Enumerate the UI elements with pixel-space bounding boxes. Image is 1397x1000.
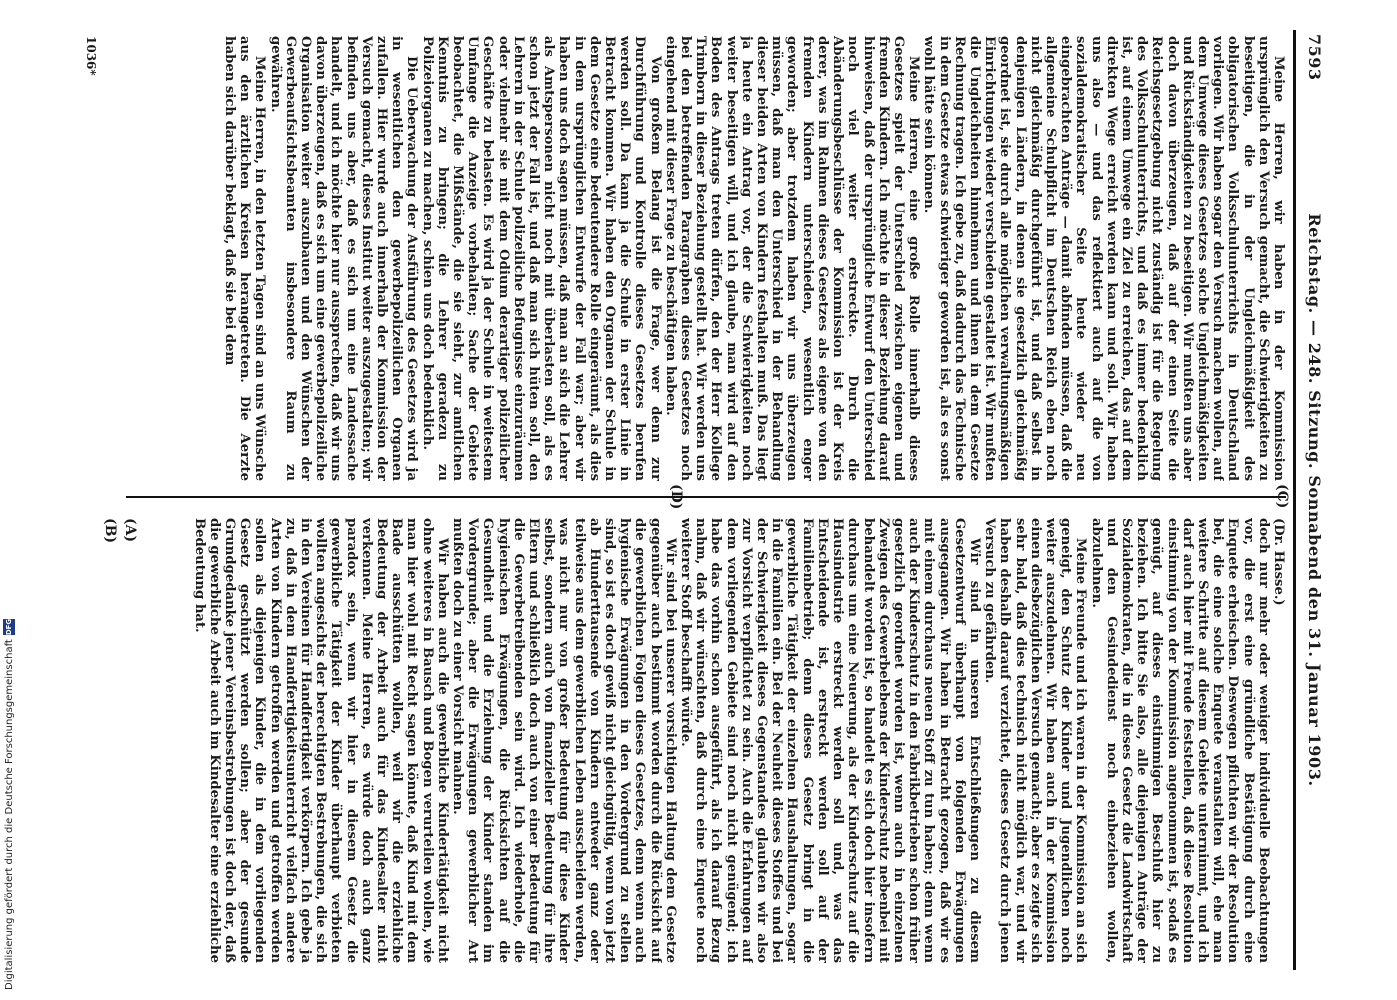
paragraph: Meine Herren, wir haben in der Kommission ursprünglich den Versuch gemacht, die Schwierigkeiten zu beseitigen, die in der Ungleichmäßigkeit des obligatorischen Volksschulunterrichts in Deutschland vorliegen. Wir haben sogar den Versuch machen wollen, auf dem Umwege dieses Gesetzes solche Ungleichmäßigkeiten und Rückständigkeiten zu beseitigen. Wir mußten uns aber doch davon überzeugen, daß auf der einen Seite die Reichsgesetzgebung nicht zuständig ist für die Regelung des Volksschulunterrichts, und daß es immer bedenklich ist, auf einem Umwege ein Ziel zu erreichen, das auf dem direkten Wege erreicht werden kann und soll. Wir haben uns also — und das reflektiert auch auf die von sozialdemokratischer Seite heute wieder neu eingebrachten Anträge — damit abfinden müssen, daß die allgemeine Schulpflicht im Deutschen Reich eben noch nicht gleichmäßig durchgeführt ist, und daß selbst in denjenigen Ländern, in denen sie gesetzlich gleichmäßig geordnet ist, sie durch alle möglichen verwaltungsmäßigen Einrichtungen wieder verschieden gestaltet ist. Wir mußten die Ungleichheiten hinnehmen und ihnen in dem Gesetze Rechnung tragen. Ich gebe zu, daß dadurch das Technische in dem Gesetze etwas schwieriger geworden ist, als es sonst wohl hätte sein können.: [921, 36, 1286, 481]
page-number: 7593: [1305, 34, 1324, 81]
text-column-right: [106, 518, 1286, 963]
page-code: 1036*: [84, 36, 98, 76]
paragraph: Wir haben auch die gewerbliche Kindertätigkeit nicht ohne weiteres in Bausch und Bogen verurteilen wollen, wie man hier wohl mit Recht sagen könnte, daß Kind mit dem Bade ausschütten wollen, weil wir die erziehliche Bedeutung der Arbeit auch für das Kindesalter nicht verkennen. Meine Herren, es würde doch auch ganz paradox sein, wenn wir hier in diesem Gesetz die gewerbliche Tätigkeit der Kinder überhaupt verbieten wollten angesichts der berechtigten Bestrebungen, die sich in den Vereinen für Handfertigkeit verkörpern. Ich gebe ja zu, daß in dem Handfertigkeitsunterricht vielfach andere Arten von Kindern getroffen werden und getroffen werden sollen als diejenigen Kinder, die in dem vorliegenden Gesetz geschützt werden sollen; aber der gesunde Grundgedanke jener Vereinsbestrebungen ist doch der, daß die gewerbliche Arbeit auch im Kindesalter eine erziehliche Bedeutung hat.: [191, 518, 450, 963]
page-header: [1293, 30, 1330, 970]
margin-marker-b: (B): [102, 518, 118, 544]
margin-marker-a: (A): [122, 518, 138, 543]
text-column-left: [106, 36, 1286, 481]
paragraph: doch nur mehr oder weniger individuelle Beobachtungen vor, die erst eine gründliche Bestätigung durch eine Enquete erheischen. Deswegen pflichten wir der Resolution bei, die eine solche Enquete veranstalten will, ehe man weitere Schritte auf diesem Gebiete unternimmt, und ich darf auch hier mit Freude feststellen, daß diese Resolution einstimmig von der Kommission angenommen ist, sodaß es genügt, auf dieses einstimmigen Beschluß hier zu beziehen. Ich bitte Sie also, alle diejenigen Anträge der Sozialdemokraten, die in dieses Gesetz die Landwirtschaft und den Gesindedienst noch einbeziehen wollen, abzulehnen.: [1088, 518, 1271, 963]
paragraph: Wir sind in unseren Entschließungen zu diesem Gesetzentwurf überhaupt von folgenden Erwägungen ausgegangen. Wir haben in Betracht gezogen, daß wir es mit einem durchaus neuen Stoff zu tun haben; denn wenn auch der Kinderschutz in den Fabrikbetrieben schon früher gesetzlich geordnet worden ist, wenn auch in einzelnen Zweigen des Gewerbelebens der Kinderschutz nebenbei mit behandelt worden ist, so handelt es sich doch hier insofern durchaus um eine Neuerung, als der Kinderschutz auf die Hausindustrie erstreckt werden soll und, was das Entscheidende ist, erstreckt werden soll auf der Familienbetrieb; denn dieses Gesetz bringt in die gewerbliche Tätigkeit der einzelnen Haushaltungen, sogar in die Familien ein. Bei der Neuheit dieses Stoffes und bei der Schwierigkeit dieses Gegenstandes glaubten wir also zur Vorsicht verpflichtet zu sein. Auch die Erfahrungen auf dem vorliegenden Gebiete sind noch nicht genügend; ich habe das vorhin schon ausgeführt, als ich darauf Bezug nahm, daß wir wünschten, daß durch eine Enquete noch weiterer Stoff beschafft würde.: [678, 518, 982, 963]
margin-marker-d: (D): [668, 484, 684, 510]
paragraph: Wir sind bei unserer vorsichtigen Haltung dem Gesetze gegenüber auch bestimmt worden durch die Rücksicht auf die gewerblichen Folgen dieses Gesetzes, denn wenn auch hygienische Erwägungen in den Vordergrund zu stellen sind, so ist es doch gewiß nicht gleichgültig, wenn von jetzt ab Hunderttausende von Kindern entweder ganz oder teilweise aus dem gewerblichen Leben ausscheiden werden, was nicht nur von großer Bedeutung für diese Kinder selbst, sondern auch von finanzieller Bedeutung für ihre Eltern und schließlich doch auch von einer Bedeutung für die Gewerbetreibenden sein wird. Ich wiederhole, die hygienischen Erwägungen, die Rücksichten auf die Gesundheit und die Erziehung der Kinder standen im Vordergrunde; aber die Erwägungen gewerblicher Art mußten doch zu einer Vorsicht mahnen.: [450, 518, 678, 963]
dfg-logo: DFG: [5, 618, 13, 636]
column-divider: [126, 496, 1286, 498]
digitization-note: [2, 618, 16, 990]
paragraph: Meine Freunde und ich waren in der Kommission an sich geneigt, den Schutz der Kinder und Jugendlichen noch weiter auszudehnen. Wir haben auch in der Kommission einen diesbezüglichen Versuch gemacht; aber es zeigte sich sehr bald, daß dies technisch nicht möglich war, und wir haben deshalb darauf verzichtet, dieses Gesetz durch jenen Versuch zu gefährden.: [982, 518, 1089, 963]
paragraph: Meine Herren, in den letzten Tagen sind an uns Wünsche aus den ärztlichen Kreisen herangetreten. Die Aerzte haben sich darüber beklagt, daß sie bei dem: [221, 36, 268, 481]
margin-marker-c: (C): [1274, 484, 1290, 509]
newspaper-page: [80, 30, 1330, 970]
page-title: Reichstag. — 248. Sitzung. Sonnabend den 31. Januar 1903.: [1305, 213, 1324, 787]
speaker-label: (Dr. Hasse.): [1271, 518, 1286, 606]
paragraph: Von großem Belang ist die Frage, wer denn zur Durchführung und Kontrolle dieses Gesetzes berufen werden soll. Da kann ja die Schule in erster Linie in Betracht kommen. Wir haben den Organen der Schule in dem Gesetze eine bedeutendere Rolle eingeräumt, als dies in dem ursprünglichen Entwurfe der Fall war; aber wir haben uns doch sagen müssen, daß man an sich die Lehrer als Amtspersonen nicht noch mit überlasten soll, als es schon jetzt der Fall ist, und daß man sich hüten soll, den Lehrern in der Schule polizeiliche Befugnisse einzuräumen oder vielmehr sie mit dem Odium derartiger polizeilicher Geschäfte zu belasten. Es wird ja der Schule in weitestem Umfange die Anzeige vorbehalten; Sache der Gebiete beobachtet, die Mißstände, die sie sieht, zur amtlichen Kenntnis zu bringen; die Lehrer geradezu zu Polizeiorganen zu machen, schien uns doch bedenklich.: [419, 36, 663, 481]
digitization-text: Digitalisierung gefördert durch die Deutsche Forschungsgemeinschaft: [3, 639, 15, 990]
paragraph: Die Ueberwachung der Ausführung des Gesetzes wird ja in wesentlichen den gewerbepolizeilichen Organen zufallen. Hier wurde auch innerhalb der Kommission der Versuch gemacht, dieses Institut weiter auszugestalten; wir befinden uns aber, daß es sich um eine Landessache handelt, und ich möchte hier nur aussprechen, daß wir uns davon überzeugen, daß es sich um eine gewerbepolizeiliche Organisation weiter auszubauen und den Wünschen der Gewerbeaufsichtsbeamten insbesondere Raum zu gewähren.: [267, 36, 420, 481]
paragraph: Meine Herren, eine große Rolle innerhalb dieses Gesetzes spielt der Unterschied zwischen eigenen und fremden Kindern. Ich möchte in dieser Beziehung darauf hinweisen, daß der ursprüngliche Entwurf den Unterschied noch viel weiter erstreckte. Durch die Abänderungsbeschlüsse der Kommission ist der Kreis derer, was im Rahmen dieses Gesetzes als eigene von den fremden Kindern unterschieden, wesentlich enger geworden; aber trotzdem haben wir uns überzeugen müssen, daß man den Unterschied in der Behandlung dieser beiden Arten von Kindern festhalten muß. Das liegt ja heute ein Antrag vor, der die Schwierigkeiten noch weiter beseitigen will, und ich glaube, man wird auf den Boden des Antrags treten dürfen, den der Herr Kollege Trimborn in dieser Beziehung gestellt hat. Wir werden uns bei den betreffenden Paragraphen dieses Gesetzes noch eingehend mit dieser Frage zu beschäftigen haben.: [662, 36, 922, 481]
